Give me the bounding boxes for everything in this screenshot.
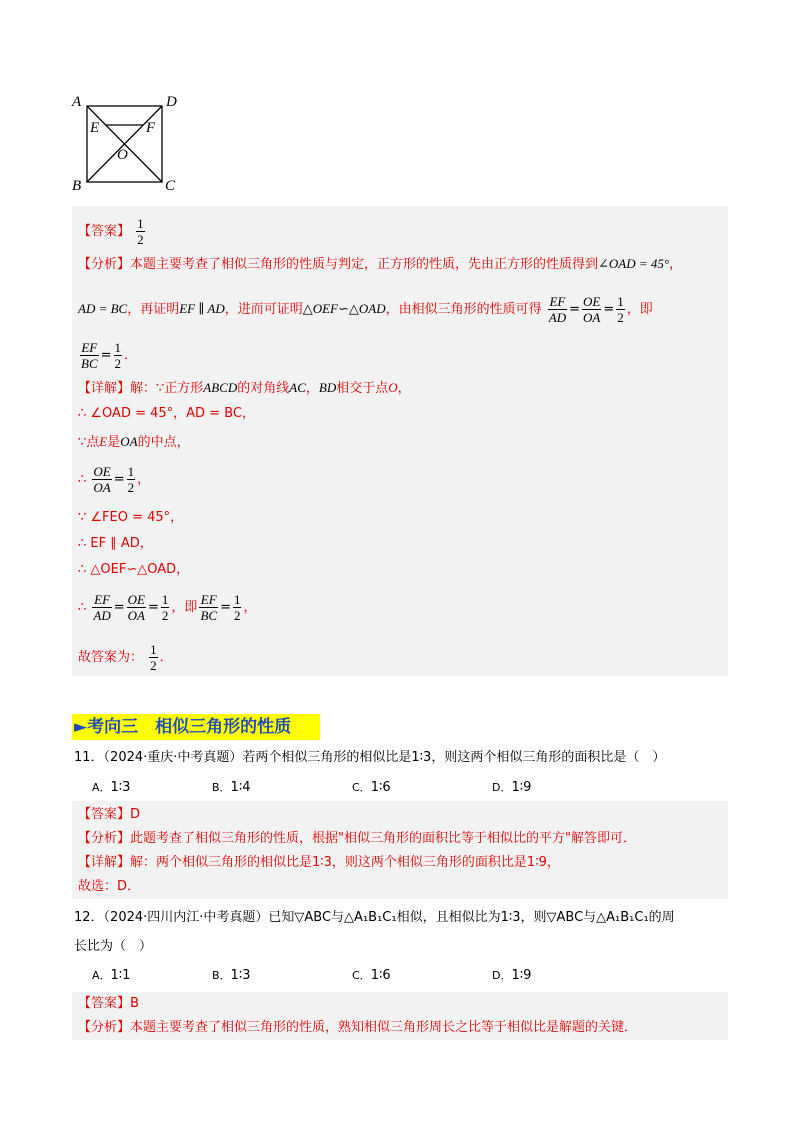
- label-o: O: [117, 147, 128, 163]
- label-c: C: [165, 178, 176, 194]
- q10-final-line: 故答案为： $\frac{1}{2}$ ．: [78, 642, 173, 673]
- label-a: A: [72, 94, 82, 110]
- q10-detail-line-4: ∴ $\frac{OE}{OA}$ = $\frac{1}{2}$ ，: [78, 464, 151, 495]
- q11-option-a[interactable]: A．1∶3: [92, 780, 131, 795]
- q10-detail-line-2: ∴ ∠OAD = 45°，AD = BC，: [78, 406, 255, 421]
- q12-option-a[interactable]: A．1∶1: [92, 968, 131, 983]
- q11-stem: 11．（2024·重庆·中考真题）若两个相似三角形的相似比是1∶3，则这两个相似三角形的面积比是（ ）: [74, 750, 666, 765]
- section-title: ►考向三 相似三角形的性质: [72, 714, 320, 740]
- label-b: B: [72, 178, 82, 194]
- q10-analysis-line-3: $\frac{EF}{BC}$ = $\frac{1}{2}$ ．: [81, 340, 138, 371]
- q11-option-d[interactable]: D．1∶9: [492, 780, 532, 795]
- q11-final-line: 故选：D．: [78, 879, 141, 894]
- q12-analysis-line: 【分析】本题主要考查了相似三角形的性质，熟知相似三角形周长之比等于相似比是解题的关键．: [78, 1020, 638, 1035]
- q10-detail-line-6: ∴ EF ∥ AD，: [78, 536, 153, 551]
- square-figure: [66, 94, 186, 198]
- q10-detail-line-7: ∴ △OEF∽△OAD，: [78, 562, 190, 577]
- q12-option-c[interactable]: C．1∶6: [352, 968, 391, 983]
- q11-solution-box: [72, 801, 728, 899]
- q11-answer-line: 【答案】D: [78, 807, 141, 822]
- q12-stem-line-2: 长比为（ ）: [74, 939, 153, 954]
- q10-analysis-line-2: AD = BC，再证明EF ∥ AD，进而可证明△OEF∽△OAD，由相似三角形的性质可得 $\frac{EF}{AD}$ = $\frac{OE}{OA}$ = $\frac{1}{2}$ ，即: [78, 294, 653, 325]
- q10-detail-line-3: ∵点E是OA的中点，: [78, 434, 190, 450]
- q11-analysis-line: 【分析】此题考查了相似三角形的性质，根据"相似三角形的面积比等于相似比的平方"解答即可．: [78, 831, 636, 846]
- q10-detail-line-1: 【详解】解：∵正方形ABCD的对角线AC，BD相交于点O，: [78, 380, 411, 396]
- q11-option-c[interactable]: C．1∶6: [352, 780, 391, 795]
- q12-answer-line: 【答案】B: [78, 996, 139, 1011]
- q10-detail-line-5: ∵ ∠FEO = 45°，: [78, 510, 184, 525]
- q11-option-b[interactable]: B．1∶4: [212, 780, 251, 795]
- q11-detail-line: 【详解】解：两个相似三角形的相似比是1∶3，则这两个相似三角形的面积比是1∶9，: [78, 855, 560, 870]
- q10-detail-line-8: ∴ $\frac{EF}{AD}$ = $\frac{OE}{OA}$ = $\frac{1}{2}$ ，即 $\frac{EF}{BC}$ = $\frac{1}{2}$ ，: [78, 592, 257, 623]
- q10-solution-box: [72, 206, 728, 676]
- q12-solution-box: [72, 992, 728, 1040]
- label-f: F: [146, 120, 156, 136]
- q10-answer-line: [78, 216, 147, 247]
- q12-option-b[interactable]: B．1∶3: [212, 968, 251, 983]
- answer-tag: 【答案】: [78, 224, 131, 239]
- q12-option-d[interactable]: D．1∶9: [492, 968, 532, 983]
- label-e: E: [90, 120, 100, 136]
- label-d: D: [166, 94, 177, 110]
- q10-analysis-line-1: 【分析】本题主要考查了相似三角形的性质与判定，正方形的性质，先由正方形的性质得到∠OAD = 45°，: [78, 256, 683, 272]
- q12-stem-line-1: 12．（2024·四川内江·中考真题）已知▽ABC与△A₁B₁C₁相似，且相似比为1∶3，则▽ABC与△A₁B₁C₁的周: [74, 910, 675, 925]
- answer-fraction: $\frac{1}{2}$: [137, 216, 144, 247]
